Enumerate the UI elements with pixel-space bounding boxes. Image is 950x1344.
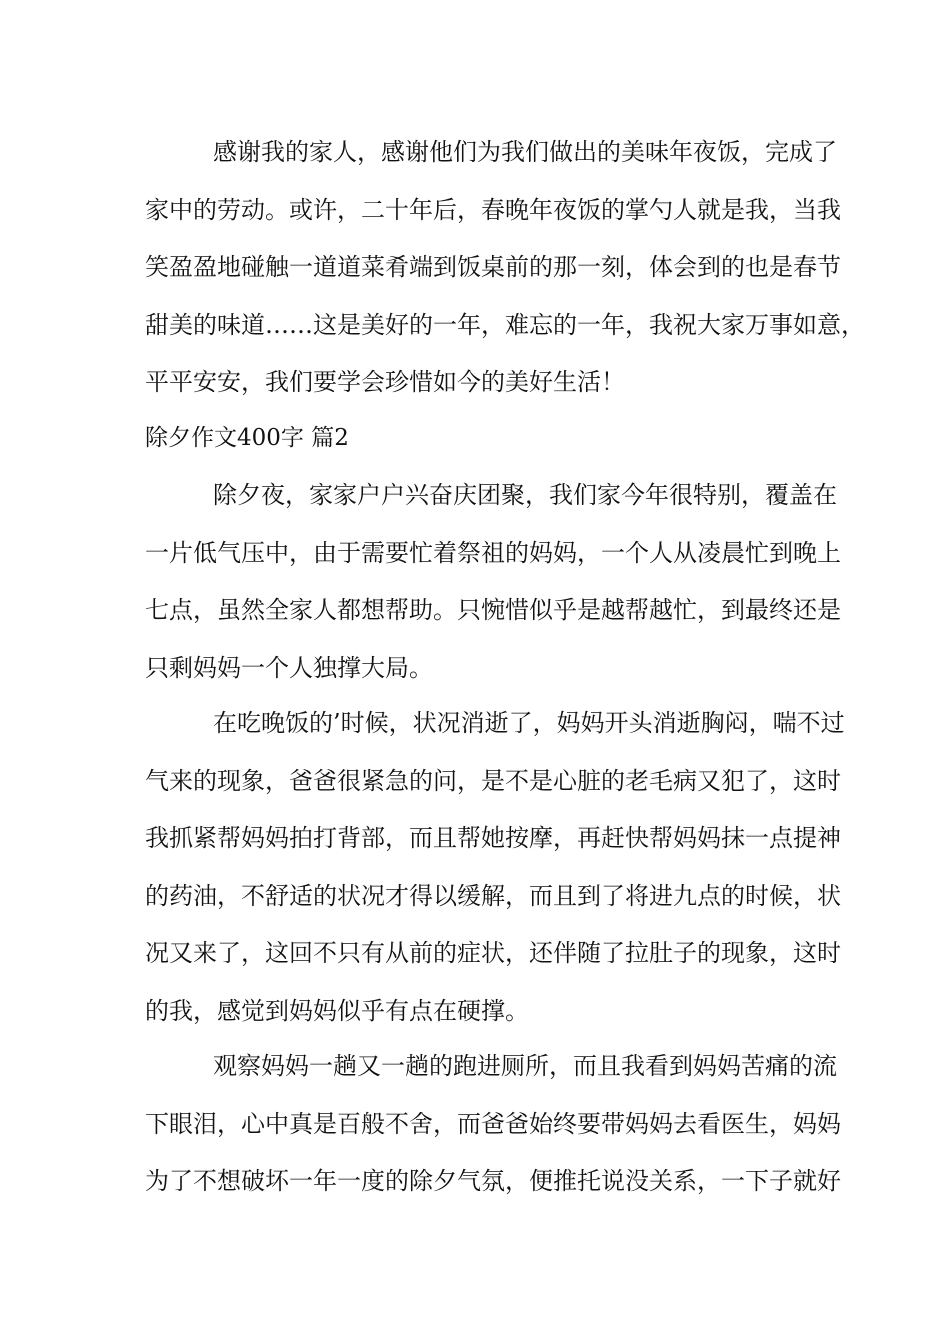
paragraph-3-line-5: 况又来了，这回不只有从前的症状，还伴随了拉肚子的现象，这时 bbox=[145, 939, 841, 967]
section-heading: 除夕作文400字 篇2 bbox=[145, 425, 349, 451]
paragraph-3-line-1: 在吃晚饭的’时候，状况消逝了，妈妈开头消逝胸闷，喘不过 bbox=[213, 709, 845, 737]
paragraph-3-line-3: 我抓紧帮妈妈拍打背部，而且帮她按摩，再赶快帮妈妈抹一点提神 bbox=[145, 824, 841, 852]
paragraph-2-line-3: 七点，虽然全家人都想帮助。只惋惜似乎是越帮越忙，到最终还是 bbox=[145, 596, 841, 624]
paragraph-3-line-2: 气来的现象，爸爸很紧急的问，是不是心脏的老毛病又犯了，这时 bbox=[145, 767, 841, 795]
paragraph-1-line-2: 家中的劳动。或许，二十年后，春晚年夜饭的掌勺人就是我，当我 bbox=[145, 196, 841, 224]
paragraph-1-line-4: 甜美的味道……这是美好的一年，难忘的一年，我祝大家万事如意， bbox=[145, 311, 865, 339]
paragraph-2-line-1: 除夕夜，家家户户兴奋庆团聚，我们家今年很特别，覆盖在 bbox=[213, 481, 837, 509]
paragraph-1-line-5: 平平安安，我们要学会珍惜如今的美好生活！ bbox=[145, 368, 625, 396]
paragraph-4-line-2: 下眼泪，心中真是百般不舍，而爸爸始终要带妈妈去看医生，妈妈 bbox=[145, 1110, 841, 1138]
paragraph-4-line-1: 观察妈妈一趟又一趟的跑进厕所，而且我看到妈妈苦痛的流 bbox=[213, 1052, 837, 1080]
paragraph-2-line-2: 一片低气压中，由于需要忙着祭祖的妈妈，一个人从凌晨忙到晚上 bbox=[145, 539, 841, 567]
paragraph-4-line-3: 为了不想破坏一年一度的除夕气氛，便推托说没关系，一下子就好 bbox=[145, 1167, 841, 1195]
paragraph-3-line-4: 的药油，不舒适的状况才得以缓解，而且到了将进九点的时候，状 bbox=[145, 882, 841, 910]
paragraph-1-line-3: 笑盈盈地碰触一道道菜肴端到饭桌前的那一刻，体会到的也是春节 bbox=[145, 253, 841, 281]
paragraph-3-line-6: 的我，感觉到妈妈似乎有点在硬撑。 bbox=[145, 997, 529, 1025]
paragraph-2-line-4: 只剩妈妈一个人独撑大局。 bbox=[145, 654, 433, 682]
paragraph-1-line-1: 感谢我的家人，感谢他们为我们做出的美味年夜饭，完成了 bbox=[213, 138, 837, 166]
